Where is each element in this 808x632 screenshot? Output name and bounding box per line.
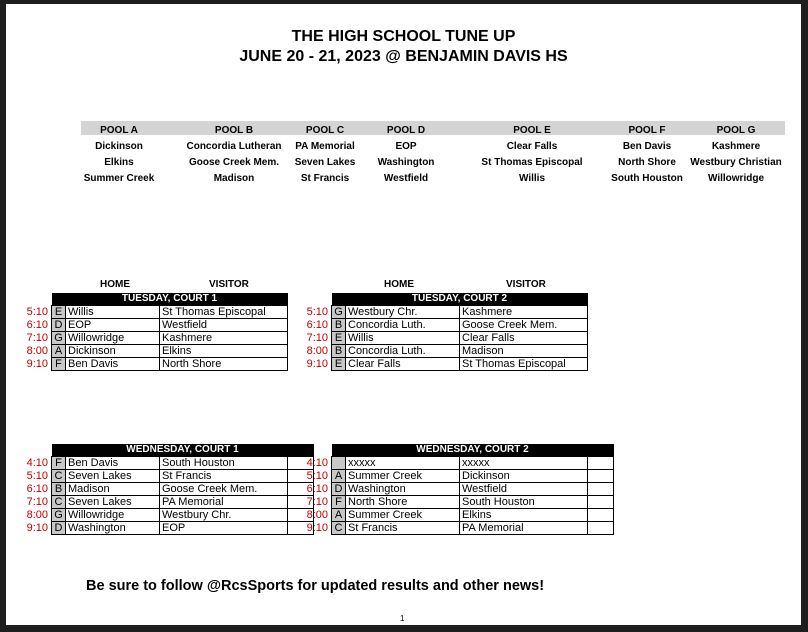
pool-letter: F bbox=[332, 496, 346, 509]
pool-column bbox=[611, 123, 683, 187]
home-team: Seven Lakes bbox=[66, 496, 160, 509]
visitor-team: EOP bbox=[160, 522, 288, 535]
pool-letter: G bbox=[52, 332, 66, 345]
pool-team: PA Memorial bbox=[295, 141, 355, 152]
document-subtitle: JUNE 20 - 21, 2023 @ BENJAMIN DAVIS HS bbox=[239, 48, 568, 65]
table-row bbox=[302, 496, 614, 509]
pool-letter: C bbox=[52, 470, 66, 483]
pool-letter: A bbox=[332, 509, 346, 522]
pool-letter bbox=[332, 457, 346, 470]
table-row bbox=[302, 358, 588, 371]
home-team: Willis bbox=[346, 332, 460, 345]
court-title: WEDNESDAY, COURT 1 bbox=[52, 444, 314, 457]
pool-team: Willis bbox=[518, 173, 546, 184]
table-row bbox=[302, 509, 614, 522]
visitor-header-1: VISITOR bbox=[209, 279, 249, 290]
pool-letter: E bbox=[332, 358, 346, 371]
home-team: Ben Davis bbox=[66, 457, 160, 470]
game-time: 6:10 bbox=[306, 319, 328, 331]
home-header-1: HOME bbox=[100, 279, 130, 290]
home-header-2: HOME bbox=[384, 279, 414, 290]
table-row bbox=[22, 509, 314, 522]
visitor-team: Kashmere bbox=[460, 306, 588, 319]
visitor-team: Clear Falls bbox=[460, 332, 588, 345]
court-schedule-table bbox=[22, 293, 288, 371]
home-team: Summer Creek bbox=[346, 470, 460, 483]
empty-cell bbox=[588, 457, 614, 470]
game-time: 5:10 bbox=[306, 470, 328, 482]
home-team: North Shore bbox=[346, 496, 460, 509]
home-team: Concordia Luth. bbox=[346, 319, 460, 332]
pool-name: POOL C bbox=[305, 125, 345, 136]
visitor-team: St Thomas Episcopal bbox=[160, 306, 288, 319]
court-title: TUESDAY, COURT 2 bbox=[332, 293, 588, 306]
home-team: Dickinson bbox=[66, 345, 160, 358]
footer-note: Be sure to follow @RcsSports for updated results and other news! bbox=[86, 578, 545, 594]
home-team: Willowridge bbox=[66, 509, 160, 522]
table-row bbox=[22, 496, 314, 509]
visitor-team: St Francis bbox=[160, 470, 288, 483]
pool-team: Ben Davis bbox=[622, 141, 672, 152]
game-time: 7:10 bbox=[26, 332, 48, 344]
pool-name: POOL B bbox=[214, 125, 254, 136]
game-time: 7:10 bbox=[306, 332, 328, 344]
empty-cell bbox=[588, 522, 614, 535]
table-row bbox=[302, 345, 588, 358]
pool-letter: C bbox=[332, 522, 346, 535]
empty-cell bbox=[588, 470, 614, 483]
home-team: Westbury Chr. bbox=[346, 306, 460, 319]
pool-letter: B bbox=[332, 319, 346, 332]
pool-team: South Houston bbox=[611, 173, 683, 184]
game-time: 4:10 bbox=[26, 457, 48, 469]
court-title: TUESDAY, COURT 1 bbox=[52, 293, 288, 306]
home-team: Seven Lakes bbox=[66, 470, 160, 483]
pool-team: Kashmere bbox=[711, 141, 761, 152]
pool-team: Willowridge bbox=[707, 173, 765, 184]
visitor-team: Elkins bbox=[160, 345, 288, 358]
pool-name: POOL G bbox=[716, 125, 756, 136]
empty-cell bbox=[588, 496, 614, 509]
game-time: 6:10 bbox=[26, 319, 48, 331]
pool-name: POOL F bbox=[628, 125, 666, 136]
visitor-team: xxxxx bbox=[460, 457, 588, 470]
table-row bbox=[302, 483, 614, 496]
table-row bbox=[22, 483, 314, 496]
pool-column bbox=[84, 123, 155, 187]
document-title: THE HIGH SCHOOL TUNE UP bbox=[291, 28, 516, 45]
pool-team: EOP bbox=[395, 141, 417, 152]
game-time: 8:00 bbox=[26, 345, 48, 357]
pool-letter: C bbox=[52, 496, 66, 509]
home-team: Ben Davis bbox=[66, 358, 160, 371]
game-time: 5:10 bbox=[26, 306, 48, 318]
pool-column bbox=[295, 123, 356, 187]
spacer-cell bbox=[22, 293, 52, 306]
pool-letter: F bbox=[52, 457, 66, 470]
table-row bbox=[22, 306, 288, 319]
game-time: 9:10 bbox=[26, 358, 48, 370]
pool-column bbox=[186, 123, 281, 187]
home-team: Washington bbox=[66, 522, 160, 535]
pool-column bbox=[378, 123, 435, 187]
spacer-cell bbox=[302, 293, 332, 306]
pool-team: Westbury Christian bbox=[690, 157, 782, 168]
pool-letter: D bbox=[52, 522, 66, 535]
table-row bbox=[22, 457, 314, 470]
visitor-team: PA Memorial bbox=[160, 496, 288, 509]
pool-team: North Shore bbox=[618, 157, 676, 168]
game-time: 8:00 bbox=[306, 345, 328, 357]
game-time: 9:10 bbox=[306, 522, 328, 534]
pool-column bbox=[481, 123, 582, 187]
visitor-team: South Houston bbox=[160, 457, 288, 470]
table-row bbox=[22, 332, 288, 345]
home-team: Concordia Luth. bbox=[346, 345, 460, 358]
pool-team: Clear Falls bbox=[506, 141, 558, 152]
pool-team: Dickinson bbox=[95, 141, 143, 152]
visitor-team: Madison bbox=[460, 345, 588, 358]
pool-team: Goose Creek Mem. bbox=[188, 157, 280, 168]
pool-name: POOL E bbox=[513, 125, 551, 136]
table-row bbox=[302, 306, 588, 319]
home-team: Madison bbox=[66, 483, 160, 496]
court-schedule-table bbox=[302, 293, 588, 371]
home-team: Willis bbox=[66, 306, 160, 319]
pools-table bbox=[81, 121, 785, 189]
pool-letter: G bbox=[332, 306, 346, 319]
visitor-team: Westfield bbox=[460, 483, 588, 496]
visitor-team: South Houston bbox=[460, 496, 588, 509]
court-schedule-table bbox=[22, 444, 314, 535]
game-time: 8:00 bbox=[26, 509, 48, 521]
pool-name: POOL D bbox=[386, 125, 426, 136]
empty-cell bbox=[588, 509, 614, 522]
game-time: 5:10 bbox=[26, 470, 48, 482]
pool-team: Elkins bbox=[104, 157, 134, 168]
visitor-team: North Shore bbox=[160, 358, 288, 371]
court-title: WEDNESDAY, COURT 2 bbox=[332, 444, 614, 457]
pool-team: Summer Creek bbox=[83, 173, 155, 184]
visitor-team: Goose Creek Mem. bbox=[160, 483, 288, 496]
court-schedule-table bbox=[302, 444, 614, 535]
game-time: 9:10 bbox=[26, 522, 48, 534]
visitor-header-2: VISITOR bbox=[506, 279, 546, 290]
document-page bbox=[6, 4, 801, 625]
table-row bbox=[302, 319, 588, 332]
pool-letter: E bbox=[52, 306, 66, 319]
visitor-team: Kashmere bbox=[160, 332, 288, 345]
pool-letter: B bbox=[332, 345, 346, 358]
pool-team: Westfield bbox=[383, 173, 429, 184]
pool-team: Concordia Lutheran bbox=[186, 141, 282, 152]
game-time: 7:10 bbox=[26, 496, 48, 508]
home-team: EOP bbox=[66, 319, 160, 332]
table-row bbox=[302, 457, 614, 470]
table-row bbox=[22, 522, 314, 535]
visitor-team: Goose Creek Mem. bbox=[460, 319, 588, 332]
pool-letter: D bbox=[52, 319, 66, 332]
spacer-cell bbox=[22, 444, 52, 457]
table-row bbox=[22, 319, 288, 332]
home-team: Summer Creek bbox=[346, 509, 460, 522]
table-row bbox=[302, 470, 614, 483]
spacer-cell bbox=[302, 444, 332, 457]
table-row bbox=[22, 358, 288, 371]
pool-team: Washington bbox=[377, 157, 435, 168]
visitor-team: Westbury Chr. bbox=[160, 509, 288, 522]
pool-letter: A bbox=[52, 345, 66, 358]
visitor-team: Elkins bbox=[460, 509, 588, 522]
pool-letter: D bbox=[332, 483, 346, 496]
page-number: 1 bbox=[400, 614, 405, 623]
pool-team: St Francis bbox=[300, 173, 350, 184]
home-team: xxxxx bbox=[346, 457, 460, 470]
visitor-team: Westfield bbox=[160, 319, 288, 332]
pool-letter: F bbox=[52, 358, 66, 371]
home-team: St Francis bbox=[346, 522, 460, 535]
visitor-team: St Thomas Episcopal bbox=[460, 358, 588, 371]
table-row bbox=[22, 470, 314, 483]
home-team: Willowridge bbox=[66, 332, 160, 345]
home-team: Clear Falls bbox=[346, 358, 460, 371]
table-row bbox=[302, 332, 588, 345]
pool-team: St Thomas Episcopal bbox=[481, 157, 583, 168]
pool-name: POOL A bbox=[100, 125, 138, 136]
home-team: Washington bbox=[346, 483, 460, 496]
game-time: 5:10 bbox=[306, 306, 328, 318]
pool-column bbox=[690, 123, 782, 187]
pool-letter: E bbox=[332, 332, 346, 345]
pool-letter: G bbox=[52, 509, 66, 522]
table-row bbox=[302, 522, 614, 535]
game-time: 4:10 bbox=[306, 457, 328, 469]
visitor-team: PA Memorial bbox=[460, 522, 588, 535]
table-row bbox=[22, 345, 288, 358]
game-time: 7:10 bbox=[306, 496, 328, 508]
pool-letter: B bbox=[52, 483, 66, 496]
visitor-team: Dickinson bbox=[460, 470, 588, 483]
game-time: 6:10 bbox=[306, 483, 328, 495]
pool-team: Madison bbox=[213, 173, 255, 184]
game-time: 9:10 bbox=[306, 358, 328, 370]
game-time: 8:00 bbox=[306, 509, 328, 521]
pool-team: Seven Lakes bbox=[294, 157, 356, 168]
pool-letter: A bbox=[332, 470, 346, 483]
empty-cell bbox=[588, 483, 614, 496]
game-time: 6:10 bbox=[26, 483, 48, 495]
